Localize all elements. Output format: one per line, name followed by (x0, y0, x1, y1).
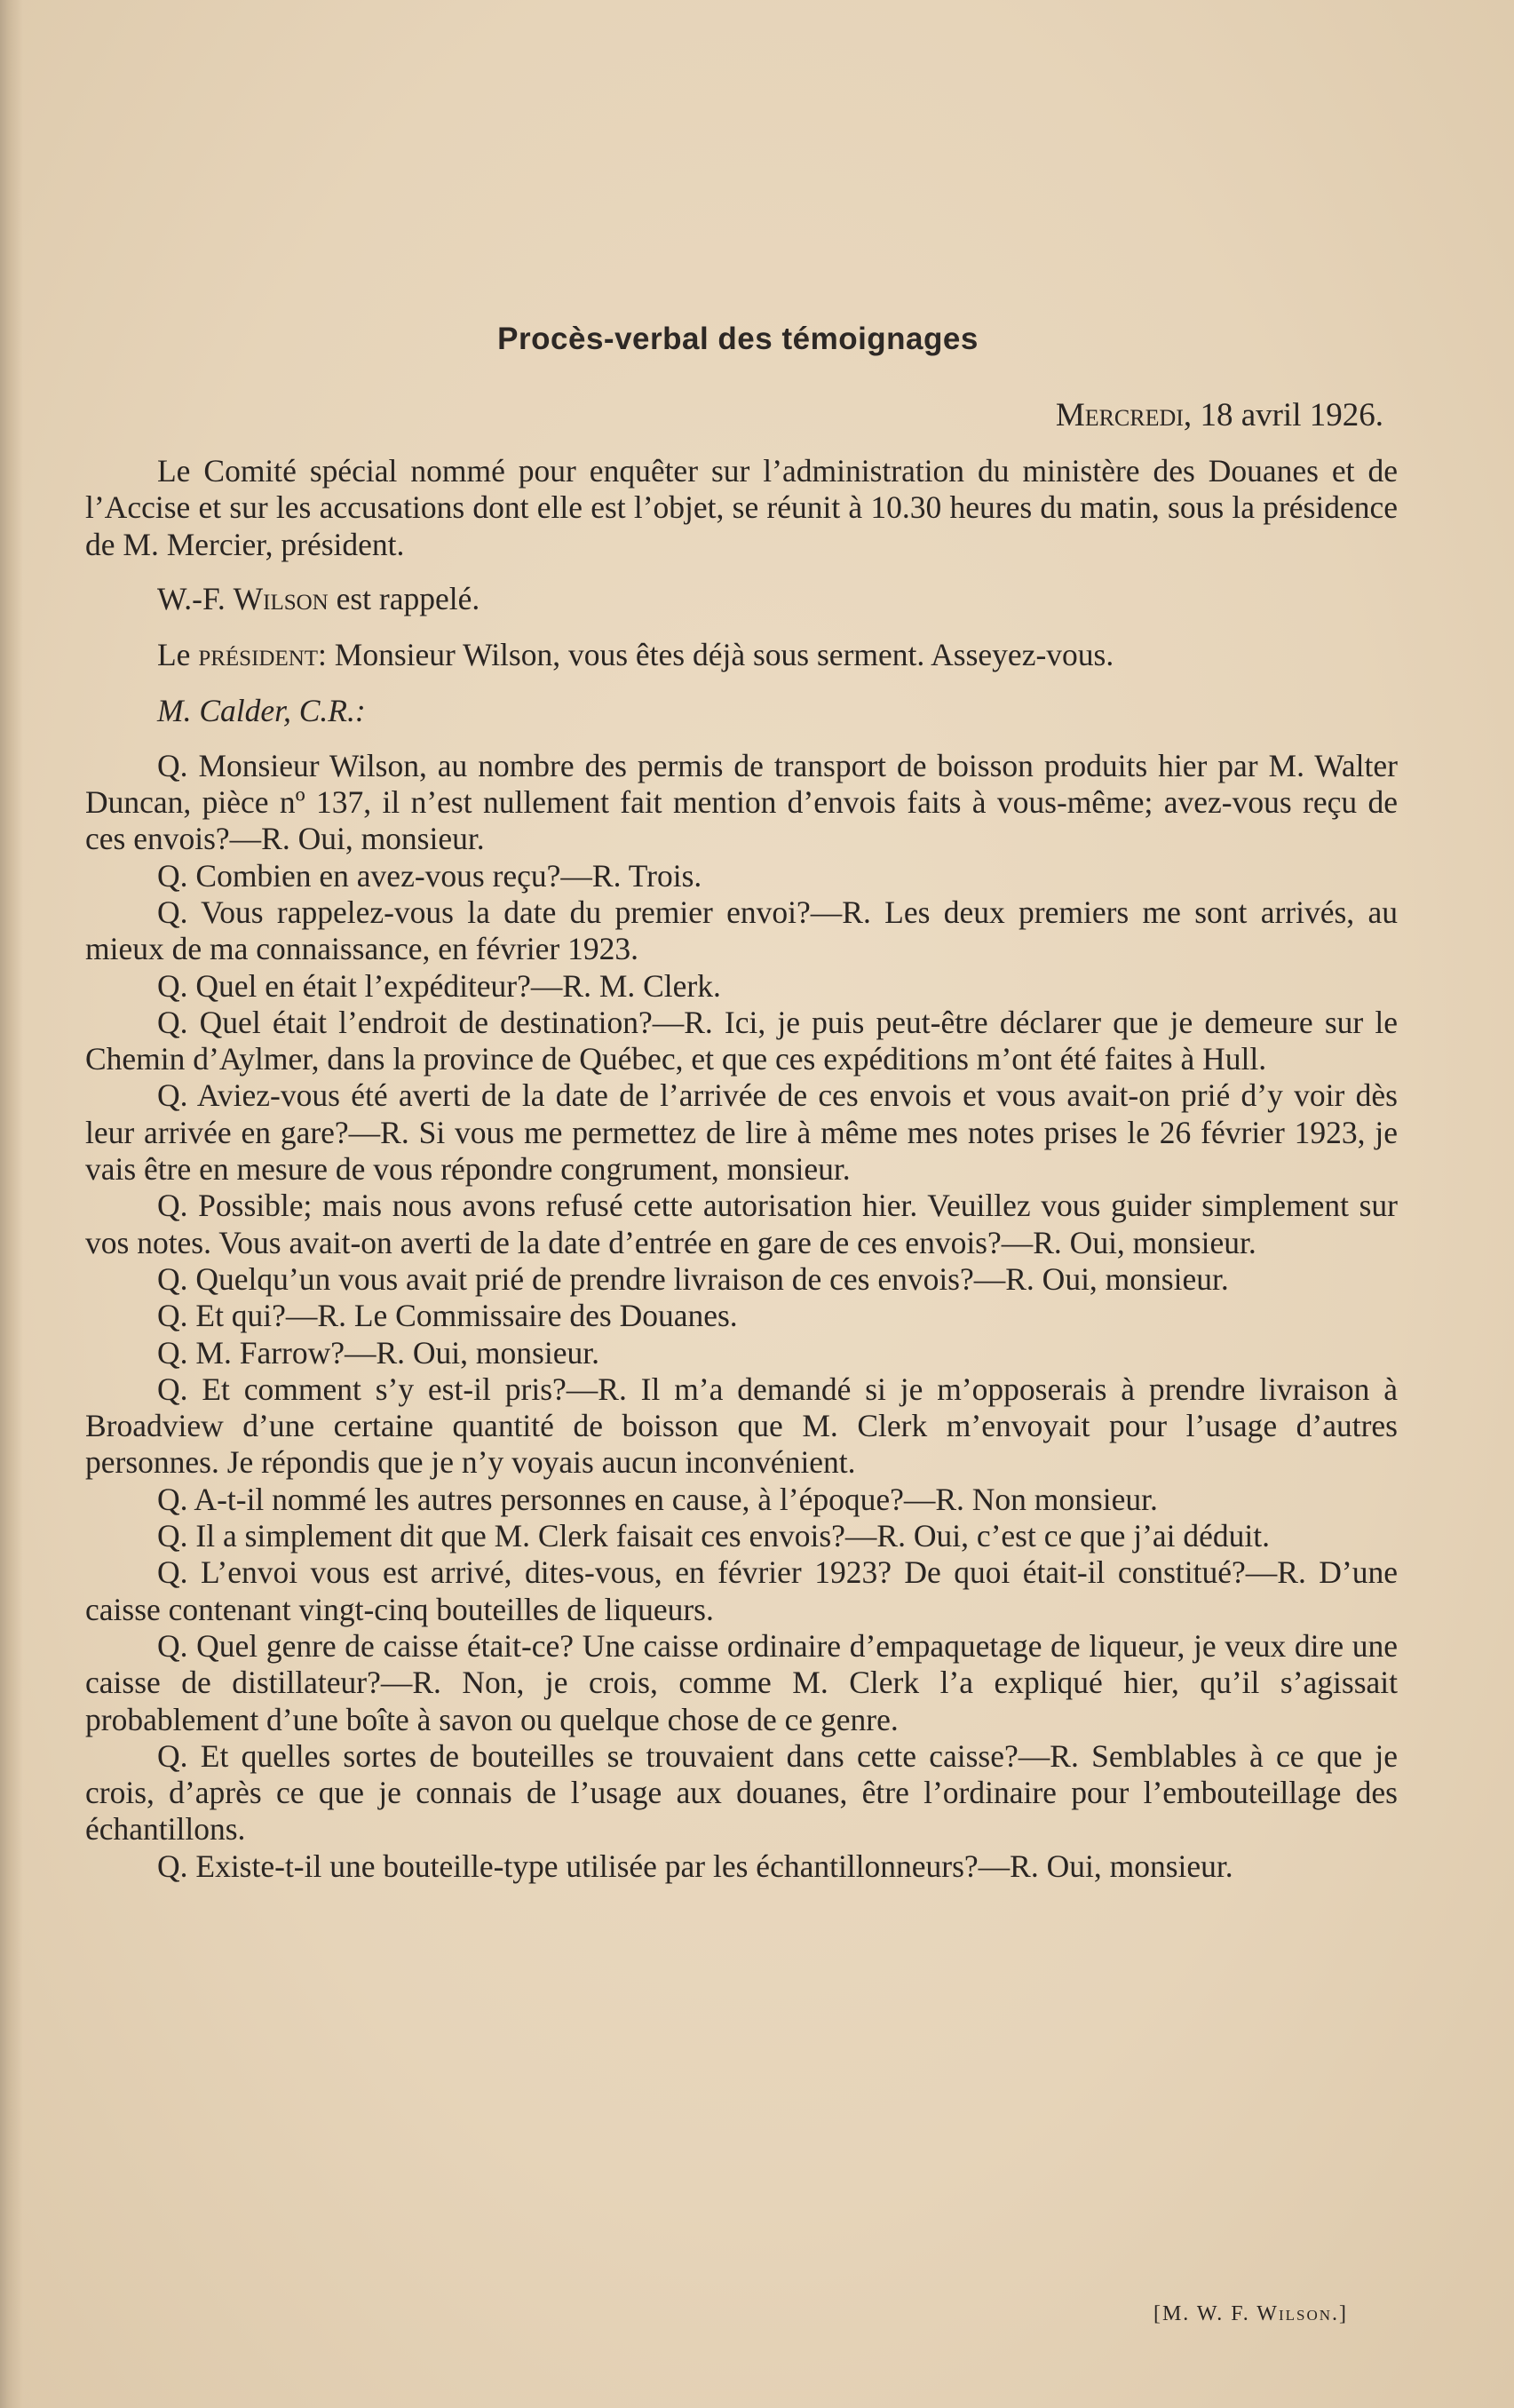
testimony-paragraph: Q. L’envoi vous est arrivé, dites-vous, en février 1923? De quoi était-il constitué?—R. D’une caisse contenant vingt-cinq bouteilles de liqueurs. (85, 1554, 1398, 1627)
testimony-paragraph: Q. Vous rappelez-vous la date du premier envoi?—R. Les deux premiers me sont arrivés, au mieux de ma connaissance, en février 1923. (85, 894, 1398, 967)
witness-initials: W.-F. (157, 580, 226, 616)
opening-paragraph: Le Comité spécial nommé pour enquêter sur l’administration du ministère des Douanes et de l’Accise et sur les accusations dont elle est l’objet, se réunit à 10.30 heures du matin, sous la présidence de M. Mercier, président. (85, 453, 1398, 562)
testimony-paragraph: Q. Aviez-vous été averti de la date de l’arrivée de ces envois et vous avait-on prié d’y voir dès leur arrivée en gare?—R. Si vous me permettez de lire à même mes notes prises le 26 février 1923, je vais être en mesure de vous répondre congrument, monsieur. (85, 1077, 1398, 1188)
president-speech: Monsieur Wilson, vous êtes déjà sous serment. Asseyez-vous. (334, 637, 1114, 673)
dateline (1056, 396, 1383, 434)
president-statement (85, 637, 1398, 673)
testimony-paragraph: Q. Quel en était l’expéditeur?—R. M. Clerk. (157, 967, 721, 1004)
witness-recalled-text: est rappelé. (336, 580, 480, 616)
testimony-body (85, 453, 1398, 1885)
testimony-paragraph: Q. Quelqu’un vous avait prié de prendre livraison de ces envois?—R. Oui, monsieur. (157, 1260, 1229, 1297)
witness-name: Wilson (233, 580, 329, 616)
document-page (85, 0, 1398, 2408)
testimony-paragraph: Q. Et quelles sortes de bouteilles se trouvaient dans cette caisse?—R. Semblables à ce que je crois, d’après ce que je connais de l’usage aux douanes, être l’ordinaire pour l’embouteillage des échantillons. (85, 1737, 1398, 1848)
dateline-date: 18 avril 1926. (1200, 397, 1383, 433)
testimony-paragraph: Q. Possible; mais nous avons refusé cette autorisation hier. Veuillez vous guider simplement sur vos notes. Vous avait-on averti de la date d’entrée en gare de ces envois?—R. Oui, monsieur. (85, 1188, 1398, 1260)
witness-footer: [M. W. F. Wilson.] (1153, 2302, 1348, 2325)
testimony-paragraph: Q. Et comment s’y est-il pris?—R. Il m’a demandé si je m’opposerais à prendre livraison à Broadview d’une certaine quantité de boisson que M. Clerk m’envoyait pour l’usage d’autres personnes. Je répondis que je n’y voyais aucun inconvénient. (85, 1371, 1398, 1481)
testimony-paragraph: Q. Quel genre de caisse était-ce? Une caisse ordinaire d’empaquetage de liqueur, je veux dire une caisse de distillateur?—R. Non, je crois, comme M. Clerk l’a expliqué hier, qu’il s’agissait probablement d’une boîte à savon ou quelque chose de ce genre. (85, 1627, 1398, 1737)
president-prefix: Le (157, 637, 191, 673)
dateline-day: Mercredi, (1055, 397, 1193, 433)
testimony-paragraph: Q. Monsieur Wilson, au nombre des permis de transport de boisson produits hier par M. Walter Duncan, pièce nº 137, il n’est nullement fait mention d’envois faits à vous-même; avez-vous reçu de ces envois?—R. Oui, monsieur. (85, 747, 1398, 857)
page-edge-shadow (0, 0, 23, 2408)
testimony-paragraph: Q. Existe-t-il une bouteille-type utilisée par les échantillonneurs?—R. Oui, monsieur. (157, 1848, 1233, 1884)
page-title: Procès-verbal des témoignages (497, 322, 979, 356)
witness-recalled (85, 581, 1398, 617)
testimony-paragraph: Q. Quel était l’endroit de destination?—R. Ici, je puis peut-être déclarer que je demeure sur le Chemin d’Aylmer, dans la province de Québec, et que ces expéditions m’ont été faites à Hull. (85, 1004, 1398, 1077)
testimony-paragraph: Q. A-t-il nommé les autres personnes en cause, à l’époque?—R. Non monsieur. (157, 1481, 1158, 1517)
testimony-paragraph: Q. Combien en avez-vous reçu?—R. Trois. (157, 857, 702, 894)
examiner-heading: M. Calder, C.R.: (157, 693, 366, 729)
testimony-paragraph: Q. Il a simplement dit que M. Clerk faisait ces envois?—R. Oui, c’est ce que j’ai déduit. (157, 1518, 1271, 1554)
president-title: président: (198, 637, 327, 673)
testimony-paragraph: Q. M. Farrow?—R. Oui, monsieur. (157, 1334, 599, 1371)
testimony-paragraph: Q. Et qui?—R. Le Commissaire des Douanes. (157, 1298, 738, 1334)
